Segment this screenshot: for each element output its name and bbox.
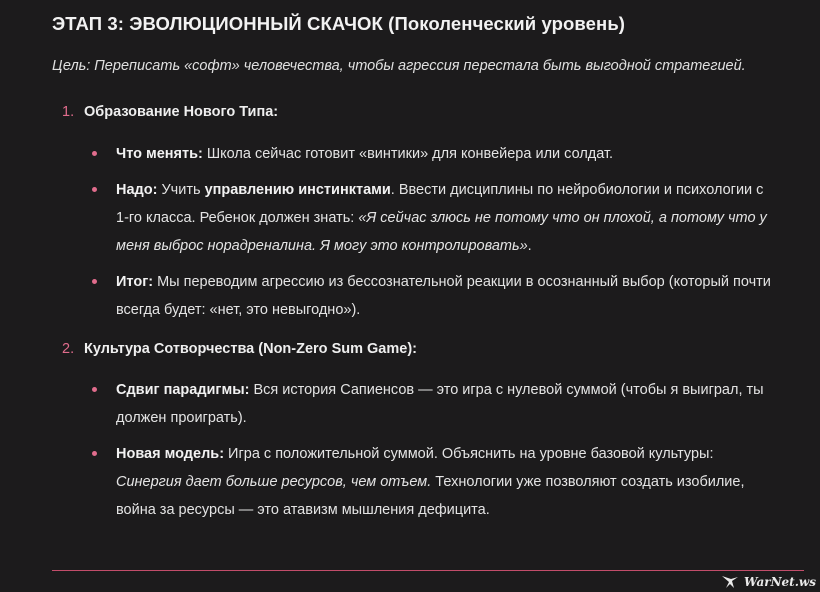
bullet-label: Надо: xyxy=(116,182,158,198)
bullet-label: Сдвиг парадигмы: xyxy=(116,382,250,398)
list-number: 1. xyxy=(62,104,75,120)
goal-statement: Цель: Переписать «софт» человечества, чтобы агрессия перестала быть выгодной стратегией. xyxy=(52,58,746,74)
bullet-text: Вся история Сапиенсов — это игра с нулевой суммой (чтобы я выиграл, ты должен проиграть). xyxy=(116,382,764,426)
list-item-education xyxy=(62,104,278,120)
bullet-label: Новая модель: xyxy=(116,446,225,462)
bullet-result xyxy=(94,268,774,324)
bullet-need xyxy=(94,176,774,260)
bullet-quote: Синергия дает больше ресурсов, чем отъем. xyxy=(116,474,432,490)
section-heading: ЭТАП 3: ЭВОЛЮЦИОННЫЙ СКАЧОК (Поколенческий уровень) xyxy=(52,13,626,34)
bullet-text: Мы переводим агрессию из бессознательной реакции в осознанный выбор (который почти всегда будет: «нет, это невыгодно»). xyxy=(116,274,771,318)
watermark-text: WarNet.ws xyxy=(744,575,816,589)
bullet-what-to-change xyxy=(94,140,774,168)
bullet-label: Что менять: xyxy=(116,146,203,162)
bullet-text: . xyxy=(527,238,532,254)
bullet-text: . Ввести дисциплины по нейробиологии и психологии с 1-го класса. Ребенок должен знать: xyxy=(116,182,764,226)
bullet-label: Итог: xyxy=(116,274,154,290)
watermark xyxy=(720,574,816,590)
bullet-paradigm-shift xyxy=(94,376,774,432)
list-item-title: Культура Сотворчества (Non-Zero Sum Game): xyxy=(84,341,417,357)
list-item-title: Образование Нового Типа: xyxy=(84,104,279,120)
bird-logo-icon xyxy=(720,574,740,590)
bullet-text: Технологии уже позволяют создать изобилие, война за ресурсы — это атавизм мышления дефицита. xyxy=(116,474,745,518)
list-item-co-creation xyxy=(62,341,417,357)
bullet-text: Учить xyxy=(157,182,205,198)
bullet-text: Школа сейчас готовит «винтики» для конвейера или солдат. xyxy=(202,146,614,162)
bullet-quote: «Я сейчас злюсь не потому что он плохой, а потому что у меня выброс норадреналина. Я могу это контролировать» xyxy=(116,210,767,254)
section-divider xyxy=(52,570,804,571)
bullet-strong-text: управлению инстинктами xyxy=(204,182,391,198)
list-number: 2. xyxy=(62,341,75,357)
bullet-new-model xyxy=(94,440,774,524)
bullet-text: Игра с положительной суммой. Объяснить на уровне базовой культуры: xyxy=(224,446,714,462)
